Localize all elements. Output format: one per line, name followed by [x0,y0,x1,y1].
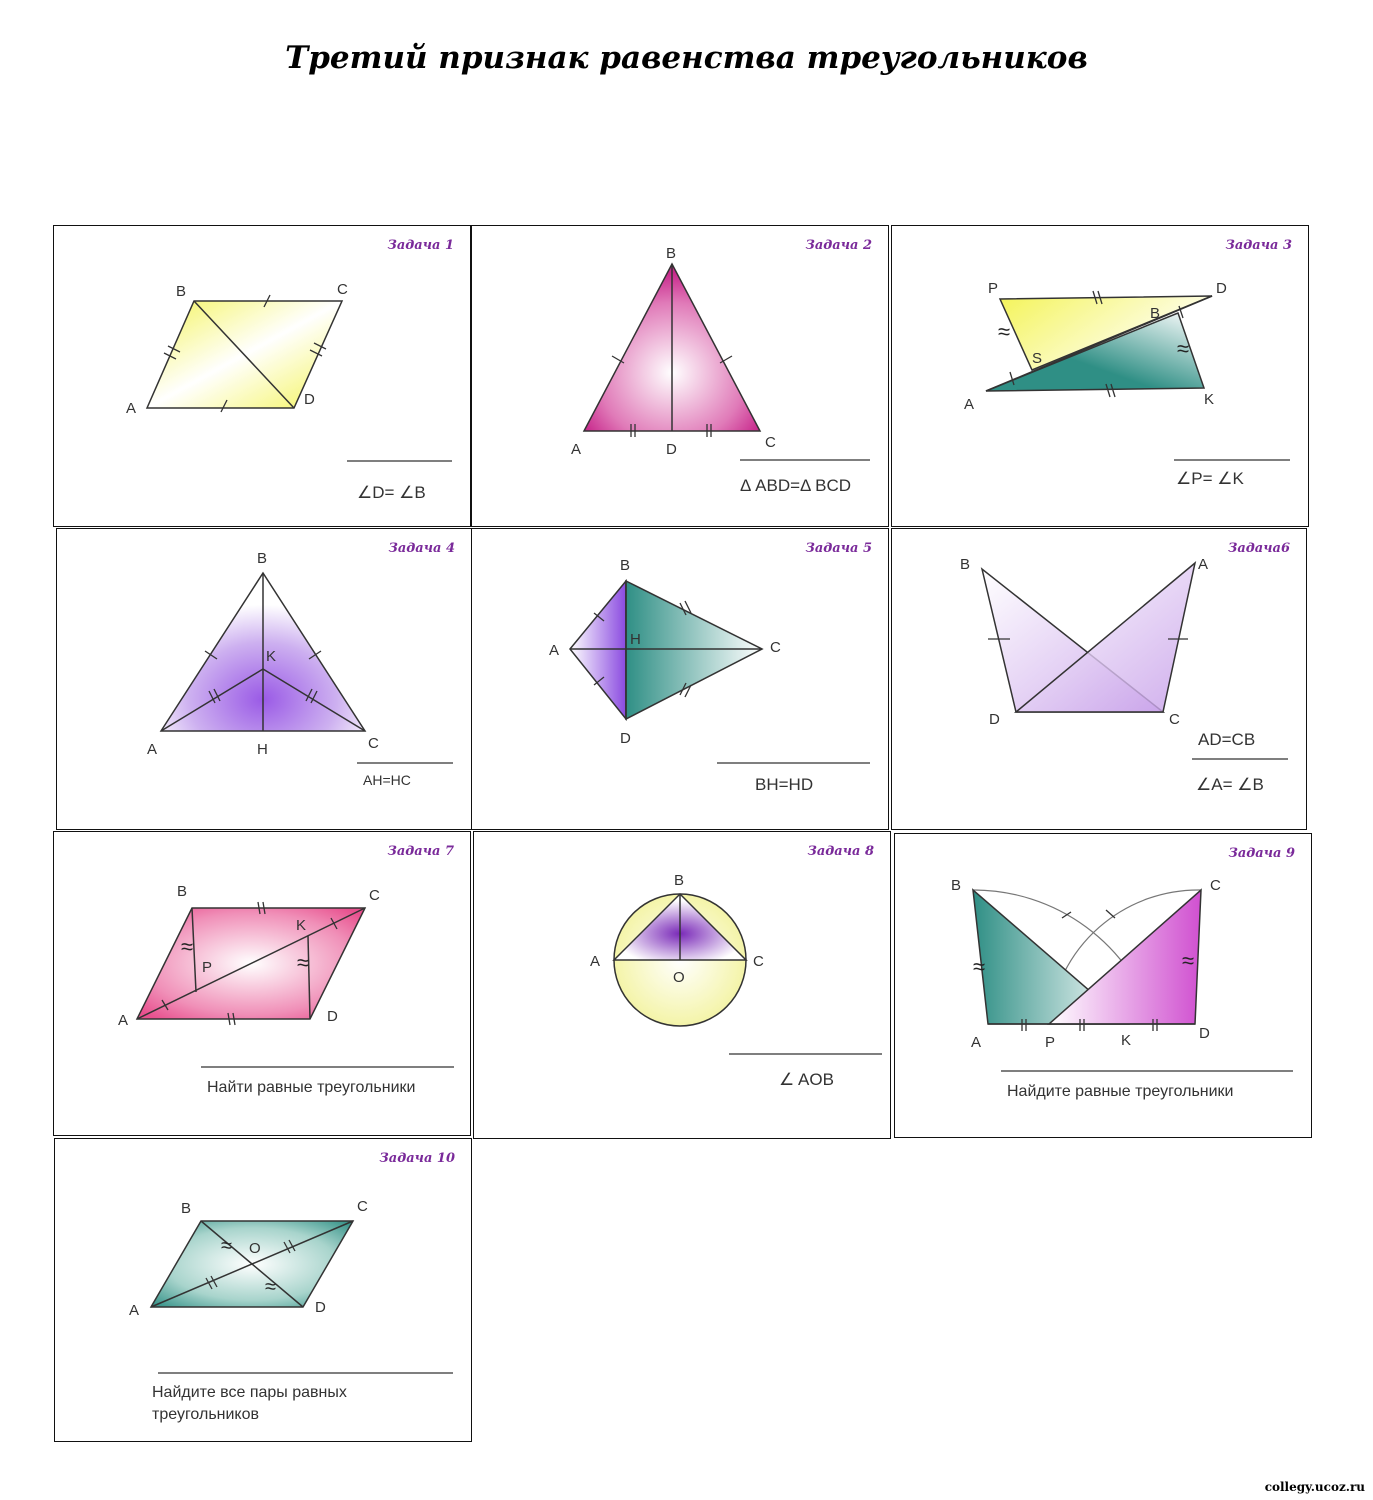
point-label: D [1199,1025,1210,1042]
task-title: Задача 1 [387,238,454,253]
point-label: A [590,953,601,970]
point-label: C [337,281,348,298]
task-title: Задача 5 [805,541,872,556]
task-title: Задача 7 [387,844,454,859]
triangle-cbd [626,581,762,719]
task-answer: AD=CB [1198,730,1256,749]
task-title: Задача 9 [1228,846,1295,861]
point-label: A [1198,556,1209,573]
triangle-abd [570,581,626,719]
point-label: K [1121,1032,1132,1049]
task-answer: треугольников [152,1406,259,1423]
task-answer: Найти равные треугольники [207,1079,416,1096]
point-label: D [666,441,677,458]
point-label: B [257,550,268,567]
approx-mark: ≈ [181,934,194,959]
point-label: D [327,1008,338,1025]
task-card-9 [894,833,1312,1138]
point-label: K [296,917,307,934]
task-7-figure [54,832,472,1137]
point-label: D [620,730,631,747]
task-answer: BH=HD [755,775,814,794]
task-card-6 [891,528,1307,830]
task-card-4 [56,528,472,830]
footer-watermark: collegy.ucoz.ru [1264,1480,1365,1494]
point-label: C [357,1198,368,1215]
point-label: K [1204,391,1215,408]
approx-mark: ≈ [1177,336,1190,361]
task-8-figure [474,832,892,1140]
task-answer: ∠D= ∠B [357,483,426,502]
point-label: C [368,735,379,752]
task-answer: ∠A= ∠B [1196,775,1264,794]
task-answer: ∠ AOB [779,1070,834,1089]
point-label: C [753,953,764,970]
task-card-7 [53,831,471,1136]
point-label: P [202,959,213,976]
point-label: B [181,1200,192,1217]
approx-mark: ≈ [297,950,310,975]
point-label: A [549,642,560,659]
triangle-dcp [1049,890,1201,1024]
point-label: A [118,1012,129,1029]
point-label: D [315,1299,326,1316]
point-label: O [249,1240,261,1257]
point-label: B [960,556,971,573]
point-label: P [1045,1034,1056,1051]
approx-mark: ≈ [1182,948,1195,973]
task-card-5 [471,528,889,830]
point-label: C [1210,877,1221,894]
point-label: B [666,245,677,262]
task-10-figure [55,1139,473,1443]
point-label: D [1216,280,1227,297]
point-label: B [177,883,188,900]
point-label: A [964,396,975,413]
point-label: K [266,648,277,665]
task-title: Задача 3 [1225,238,1292,253]
point-label: P [988,280,999,297]
point-label: O [673,969,685,986]
point-label: S [1032,350,1043,367]
task-2-figure [472,226,890,528]
point-label: A [147,741,158,758]
page-title: Третий признак равенства треугольников [285,40,1088,76]
approx-mark: ≈ [265,1276,276,1298]
point-label: D [304,391,315,408]
task-card-8 [473,831,891,1139]
task-card-3 [891,225,1309,527]
point-label: C [369,887,380,904]
task-title: Задача 2 [805,238,872,253]
approx-mark: ≈ [221,1235,232,1257]
task-title: Задача 10 [379,1151,455,1166]
task-title: Задача6 [1227,541,1290,556]
task-card-2 [471,225,889,527]
point-label: A [129,1302,140,1319]
task-1-figure [54,226,472,528]
point-label: H [630,631,641,648]
point-label: A [126,400,137,417]
task-answer: Найдите все пары равных [152,1384,347,1401]
point-label: C [1169,711,1180,728]
point-label: C [770,639,781,656]
point-label: B [951,877,962,894]
task-6-figure [892,529,1308,831]
point-label: B [1150,305,1161,322]
task-title: Задача 8 [807,844,874,859]
task-5-figure [472,529,890,831]
task-3-figure [892,226,1310,528]
task-4-figure [57,529,473,831]
task-answer: Найдите равные треугольники [1007,1083,1234,1100]
point-label: C [765,434,776,451]
point-label: A [971,1034,982,1051]
point-label: B [674,872,685,889]
approx-mark: ≈ [973,954,986,979]
point-label: B [620,557,631,574]
point-label: H [257,741,268,758]
task-card-10 [54,1138,472,1442]
point-label: D [989,711,1000,728]
task-title: Задача 4 [388,541,455,556]
task-answer: Δ ABD=Δ BCD [740,476,852,495]
point-label: B [176,283,187,300]
approx-mark: ≈ [998,319,1011,344]
task-answer: AH=HC [363,772,411,788]
task-answer: ∠P= ∠K [1176,469,1244,488]
point-label: A [571,441,582,458]
task-card-1 [53,225,471,527]
task-9-figure [895,834,1313,1139]
